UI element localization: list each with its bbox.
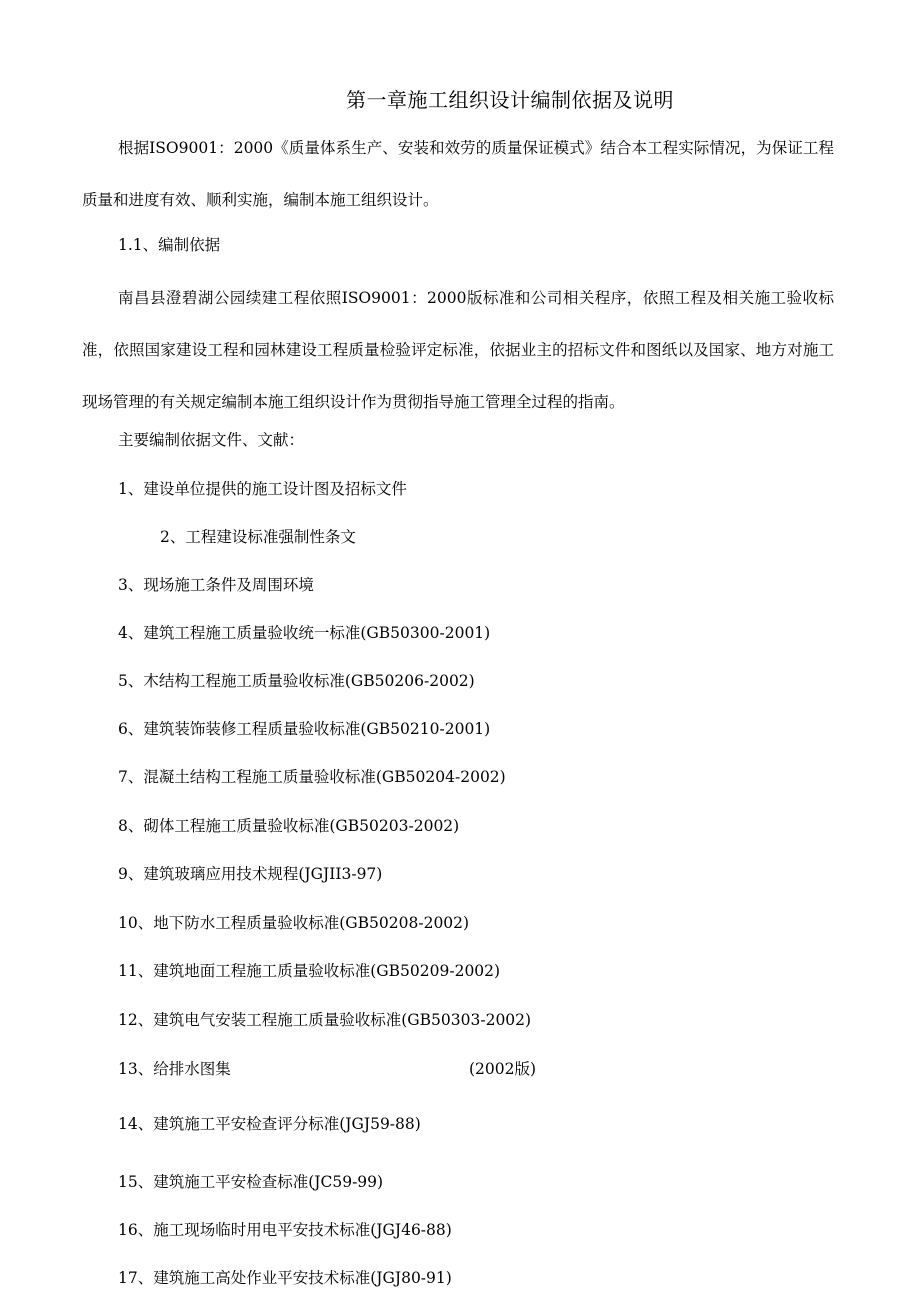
- list-item: 11、建筑地面工程施工质量验收标准(GB50209-2002): [118, 962, 501, 980]
- list-item: 5、木结构工程施工质量验收标准(GB50206-2002): [118, 672, 475, 690]
- list-heading: 主要编制依据文件、文献：: [118, 431, 305, 449]
- list-item: 16、施工现场临时用电平安技术标准(JGJ46-88): [118, 1221, 452, 1239]
- list-item: 9、建筑玻璃应用技术规程(JGJII3-97): [118, 865, 383, 883]
- list-item: 6、建筑装饰装修工程质量验收标准(GB50210-2001): [118, 720, 491, 738]
- list-item: 15、建筑施工平安检查标准(JC59-99): [118, 1173, 384, 1191]
- chapter-title: 第一章施工组织设计编制依据及说明: [346, 88, 674, 112]
- list-item: 14、建筑施工平安检查评分标准(JGJ59-88): [118, 1115, 421, 1133]
- list-item: 13、给排水图集: [118, 1060, 231, 1078]
- list-item: 7、混凝土结构工程施工质量验收标准(GB50204-2002): [118, 768, 506, 786]
- list-item: 10、地下防水工程质量验收标准(GB50208-2002): [118, 914, 470, 932]
- list-item: 1、建设单位提供的施工设计图及招标文件: [118, 480, 407, 498]
- section-heading: 1.1、编制依据: [118, 236, 221, 254]
- basis-paragraph: 南昌县澄碧湖公园续建工程依照ISO9001：2000版标准和公司相关程序，依照工程及相关施工验收标准，依照国家建设工程和园林建设工程质量检验评定标准，依据业主的招标文件和图纸以及国家、地方对施工现场管理的有关规定编制本施工组织设计作为贯彻指导施工管理全过程的指南。: [82, 289, 834, 411]
- list-item: 2、工程建设标准强制性条文: [160, 528, 356, 546]
- intro-paragraph: 根据ISO9001：2000《质量体系生产、安装和效劳的质量保证模式》结合本工程实际情况，为保证工程质量和进度有效、顺利实施，编制本施工组织设计。: [82, 139, 834, 209]
- list-item: 8、砌体工程施工质量验收标准(GB50203-2002): [118, 817, 460, 835]
- list-item: 12、建筑电气安装工程施工质量验收标准(GB50303-2002): [118, 1011, 532, 1029]
- list-item: 4、建筑工程施工质量验收统一标准(GB50300-2001): [118, 624, 491, 642]
- list-item: 3、现场施工条件及周围环境: [118, 576, 314, 594]
- list-item: 17、建筑施工高处作业平安技术标准(JGJ80-91): [118, 1269, 452, 1287]
- list-item-edition: (2002版): [469, 1060, 537, 1078]
